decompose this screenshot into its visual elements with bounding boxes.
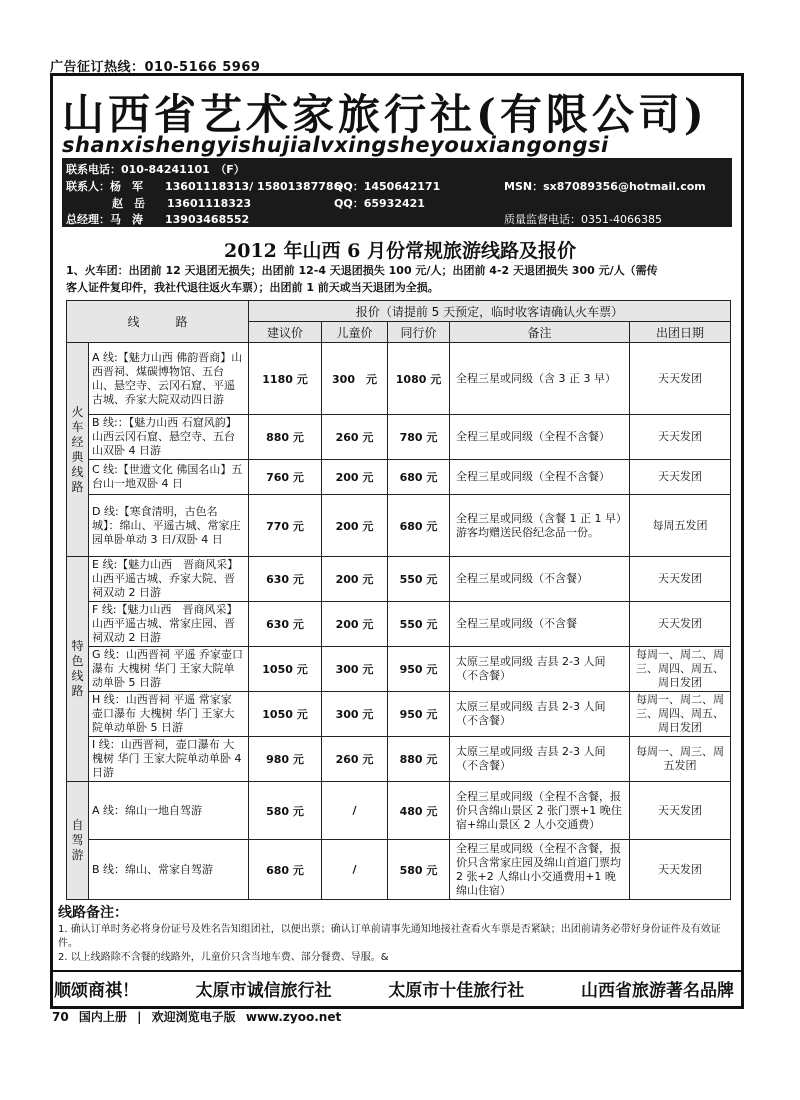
table-header-row — [67, 301, 731, 322]
departure-date: 天天发团 — [630, 415, 731, 460]
notice-line-2: 客人证件复印件，我社代退往返火车票）；出团前 1 前天或当天退团为全损。 — [66, 281, 439, 294]
peer-price: 550 元 — [388, 557, 450, 602]
header-route: 线 路 — [67, 301, 249, 343]
table-row — [67, 343, 731, 415]
peer-price: 680 元 — [388, 495, 450, 557]
route-cell: G 线：山西晋祠 平遥 乔家壶口瀑布 大槐树 华门 王家大院单动单卧 5 日游 — [89, 647, 249, 692]
departure-date: 天天发团 — [630, 782, 731, 840]
route-cell: F 线:【魅力山西 晋商风采】山西平遥古城、常家庄园、晋祠双动 2 日游 — [89, 602, 249, 647]
note-cell: 全程三星或同级（不含餐 — [450, 602, 630, 647]
departure-date: 每周一、周二、周三、周四、周五、周日发团 — [630, 647, 731, 692]
departure-date: 天天发团 — [630, 602, 731, 647]
remarks-item-1: 1. 确认订单时务必将身份证号及姓名告知组团社，以便出票；确认订单前请事先通知地接社查看火车票是否紧缺；出团前请务必带好身份证件及有效证件。 — [58, 924, 721, 949]
notice-line-1: 1、火车团：出团前 12 天退团无损失；出团前 12-4 天退团损失 100 元/人；出团前 4-2 天退团损失 300 元/人（需传 — [66, 264, 658, 277]
suggested-price: 680 元 — [249, 840, 322, 900]
suggested-price: 980 元 — [249, 737, 322, 782]
footer-slogan: 欢迎浏览电子版 — [151, 1010, 236, 1024]
suggested-price: 630 元 — [249, 602, 322, 647]
departure-date: 每周一、周三、周五发团 — [630, 737, 731, 782]
note-cell: 全程三星或同级（全程不含餐，报价只含绵山景区 2 张门票+1 晚住宿+绵山景区 2 人小交通费） — [450, 782, 630, 840]
note-cell: 太原三星或同级 吉县 2-3 人间 （不含餐） — [450, 647, 630, 692]
remarks-title: 线路备注： — [58, 905, 128, 921]
route-cell: D 线:【寒食清明，古色名城】：绵山、平遥古城、常家庄园单卧单动 3 日/双卧 4 日 — [89, 495, 249, 557]
route-cell: E 线:【魅力山西 晋商风采】山西平遥古城、乔家大院、晋祠双动 2 日游 — [89, 557, 249, 602]
peer-price: 550 元 — [388, 602, 450, 647]
route-remarks — [58, 906, 738, 965]
peer-price: 780 元 — [388, 415, 450, 460]
suggested-price: 1180 元 — [249, 343, 322, 415]
route-cell: H 线：山西晋祠 平遥 常家家 壶口瀑布 大槐树 华门 王家大院单动单卧 5 日游 — [89, 692, 249, 737]
child-price: 300 元 — [322, 343, 388, 415]
peer-price: 950 元 — [388, 647, 450, 692]
peer-price: 1080 元 — [388, 343, 450, 415]
child-price: 260 元 — [322, 737, 388, 782]
brand-honor-1: 太原市诚信旅行社 — [195, 981, 332, 1001]
company-name-cn: 山西省艺术家旅行社(有限公司) — [62, 90, 708, 139]
table-row — [67, 495, 731, 557]
contact-qq-1: QQ：1450642171 — [334, 180, 441, 193]
cancellation-notice — [66, 262, 746, 296]
contact-msn: MSN：sx87089356@hotmail.com — [504, 180, 706, 193]
contact-banner — [62, 158, 732, 227]
footer-section: 国内上册 — [78, 1010, 127, 1024]
route-cell: B 线：绵山、常家自驾游 — [89, 840, 249, 900]
suggested-price: 880 元 — [249, 415, 322, 460]
page-title: 2012 年山西 6 月份常规旅游线路及报价 — [224, 240, 576, 262]
contact-person-1: 联系人：杨 军 13601118313/ 15801387786 — [66, 180, 342, 193]
peer-price: 680 元 — [388, 460, 450, 495]
departure-date: 天天发团 — [630, 343, 731, 415]
note-cell: 全程三星或同级（全程不含餐） — [450, 460, 630, 495]
brand-honor-3: 山西省旅游著名品牌 — [580, 981, 734, 1001]
table-row — [67, 460, 731, 495]
table-row — [67, 557, 731, 602]
child-price: 300 元 — [322, 692, 388, 737]
peer-price: 480 元 — [388, 782, 450, 840]
note-cell: 全程三星或同级（不含餐） — [450, 557, 630, 602]
peer-price: 950 元 — [388, 692, 450, 737]
brand-slogan-bar — [50, 970, 744, 1001]
header-departure-date: 出团日期 — [630, 322, 731, 343]
child-price: 200 元 — [322, 602, 388, 647]
suggested-price: 1050 元 — [249, 647, 322, 692]
route-cell: C 线:【世遗文化 佛国名山】五台山一地双卧 4 日 — [89, 460, 249, 495]
peer-price: 580 元 — [388, 840, 450, 900]
category-train: 火车经典线路 — [67, 343, 89, 557]
header-peer-price: 同行价 — [388, 322, 450, 343]
contact-person-2: 赵 岳 13601118323 — [112, 197, 252, 210]
remarks-item-2: 2. 以上线路除不含餐的线路外，儿童价只含当地车费、部分餐费、导服。& — [58, 952, 389, 963]
note-cell: 太原三星或同级 吉县 2-3 人间 （不含餐） — [450, 692, 630, 737]
suggested-price: 770 元 — [249, 495, 322, 557]
header-child-price: 儿童价 — [322, 322, 388, 343]
contact-manager: 总经理：马 涛 13903468552 — [66, 213, 250, 226]
peer-price: 880 元 — [388, 737, 450, 782]
child-price: / — [322, 840, 388, 900]
suggested-price: 580 元 — [249, 782, 322, 840]
table-row — [67, 647, 731, 692]
note-cell: 全程三星或同级（全程不含餐） — [450, 415, 630, 460]
header-quote: 报价（请提前 5 天预定，临时收客请确认火车票） — [249, 301, 731, 322]
table-row — [67, 602, 731, 647]
departure-date: 每周五发团 — [630, 495, 731, 557]
header-suggested-price: 建议价 — [249, 322, 322, 343]
contact-phone: 联系电话：010-84241101 （F） — [66, 163, 245, 176]
page-number: 70 — [52, 1010, 69, 1024]
note-cell: 太原三星或同级 吉县 2-3 人间 （不含餐） — [450, 737, 630, 782]
departure-date: 天天发团 — [630, 840, 731, 900]
table-row — [67, 782, 731, 840]
header-notes: 备注 — [450, 322, 630, 343]
suggested-price: 760 元 — [249, 460, 322, 495]
route-cell: A 线：绵山一地自驾游 — [89, 782, 249, 840]
suggested-price: 630 元 — [249, 557, 322, 602]
contact-qq-2: QQ：65932421 — [334, 197, 425, 210]
page-footer — [52, 1008, 347, 1025]
departure-date: 天天发团 — [630, 557, 731, 602]
ad-hotline: 广告征订热线：010-5166 5969 — [50, 60, 261, 75]
brand-greeting: 顺颂商祺！ — [54, 981, 139, 1001]
departure-date: 每周一、周二、周三、周四、周五、周日发团 — [630, 692, 731, 737]
table-row — [67, 840, 731, 900]
suggested-price: 1050 元 — [249, 692, 322, 737]
table-row — [67, 415, 731, 460]
brand-honor-2: 太原市十佳旅行社 — [388, 981, 525, 1001]
footer-url[interactable]: www.zyoo.net — [245, 1010, 342, 1024]
footer-separator: | — [137, 1010, 142, 1024]
departure-date: 天天发团 — [630, 460, 731, 495]
note-cell: 全程三星或同级（全程不含餐，报价只含常家庄园及绵山首道门票均 2 张+2 人绵山小交通费用+1 晚绵山住宿） — [450, 840, 630, 900]
category-special: 特色线路 — [67, 557, 89, 782]
table-row — [67, 737, 731, 782]
child-price: 300 元 — [322, 647, 388, 692]
child-price: 260 元 — [322, 415, 388, 460]
child-price: 200 元 — [322, 557, 388, 602]
route-price-table — [66, 300, 731, 900]
route-cell: A 线:【魅力山西 佛韵晋商】山西晋祠、煤碳博物馆、五台山、悬空寺、云冈石窟、平遥古城、乔家大院双动四日游 — [89, 343, 249, 415]
category-self-drive: 自驾游 — [67, 782, 89, 900]
route-cell: B 线:：【魅力山西 石窟风韵】山西云冈石窟、悬空寺、五台山双卧 4 日游 — [89, 415, 249, 460]
company-name-en: shanxishengyishujialvxingsheyouxiangongsi — [62, 133, 609, 157]
child-price: / — [322, 782, 388, 840]
child-price: 200 元 — [322, 460, 388, 495]
child-price: 200 元 — [322, 495, 388, 557]
note-cell: 全程三星或同级（含餐 1 正 1 早）游客均赠送民俗纪念品一份。 — [450, 495, 630, 557]
quality-hotline: 质量监督电话：0351-4066385 — [504, 213, 662, 226]
note-cell: 全程三星或同级（含 3 正 3 早） — [450, 343, 630, 415]
route-cell: I 线：山西晋祠，壶口瀑布 大槐树 华门 王家大院单动单卧 4 日游 — [89, 737, 249, 782]
table-row — [67, 692, 731, 737]
